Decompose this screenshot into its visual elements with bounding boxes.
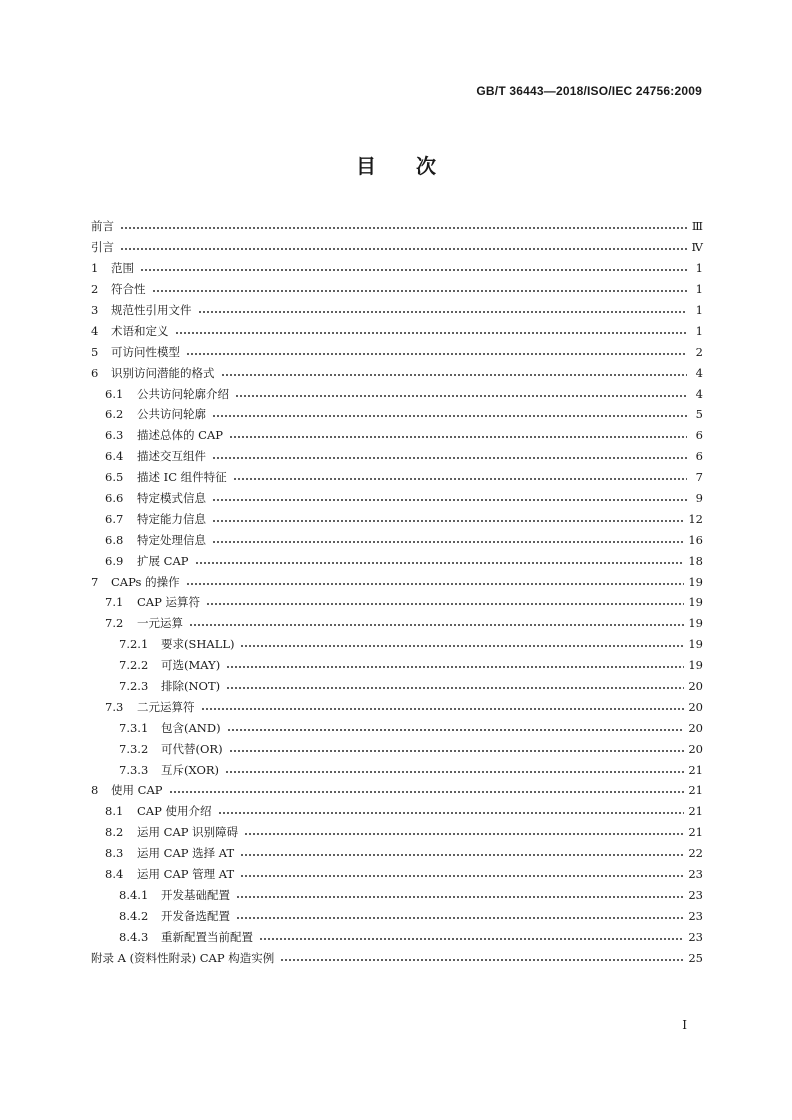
toc-entry[interactable] <box>91 300 703 321</box>
toc-entry-page: 4 <box>695 386 703 401</box>
toc-entry[interactable] <box>91 864 703 885</box>
toc-entry-label: CAP 使用介绍 <box>137 804 212 819</box>
toc-entry-number: 4 <box>91 323 99 338</box>
toc-entry[interactable] <box>91 320 703 341</box>
toc-entry[interactable] <box>91 613 703 634</box>
toc-entry-label: 特定模式信息 <box>137 491 206 506</box>
toc-entry-page: 1 <box>695 282 703 297</box>
toc-entry-number: 2 <box>91 282 99 297</box>
toc-entry-page: 5 <box>695 407 703 422</box>
toc-entry[interactable] <box>91 738 703 759</box>
toc-entry-label: 描述交互组件 <box>137 449 206 464</box>
dot-leader <box>218 806 685 816</box>
dot-leader <box>212 514 684 524</box>
toc-entry[interactable] <box>91 216 703 237</box>
dot-leader <box>140 263 687 273</box>
toc-entry-number: 8.4.2 <box>119 908 149 923</box>
toc-entry-page: Ⅲ <box>691 219 703 234</box>
toc-entry[interactable] <box>91 446 703 467</box>
toc-entry-number: 8.2 <box>105 825 124 840</box>
toc-entry[interactable] <box>91 258 703 279</box>
toc-entry-page: 23 <box>688 908 703 923</box>
toc-entry-number: 7.2.2 <box>119 658 149 673</box>
toc-entry-page: 19 <box>688 574 703 589</box>
toc-entry-page: 18 <box>688 553 703 568</box>
toc-entry-page: 19 <box>688 658 703 673</box>
toc-entry-label: 排除(NOT) <box>161 679 221 694</box>
toc-entry-number: 1 <box>91 261 99 276</box>
dot-leader <box>186 347 687 357</box>
toc-entry-page: 21 <box>688 825 703 840</box>
toc-entry[interactable] <box>91 362 703 383</box>
toc-entry-label: 识别访问潜能的格式 <box>111 365 215 380</box>
dot-leader <box>169 785 685 795</box>
dot-leader <box>221 368 688 378</box>
dot-leader <box>212 409 687 419</box>
toc-entry-page: 7 <box>695 470 703 485</box>
toc-entry-number: 6.3 <box>105 428 124 443</box>
toc-entry-number: 8.4.3 <box>119 929 149 944</box>
standard-code-header: GB/T 36443—2018/ISO/IEC 24756:2009 <box>476 84 702 98</box>
dot-leader <box>227 723 685 733</box>
dot-leader <box>212 535 684 545</box>
toc-entry-label: 符合性 <box>111 282 146 297</box>
toc-entry-label: 开发基础配置 <box>161 887 230 902</box>
toc-entry-page: 2 <box>695 344 703 359</box>
toc-entry-page: 1 <box>695 261 703 276</box>
toc-entry-number: 5 <box>91 344 99 359</box>
dot-leader <box>175 326 688 336</box>
toc-entry-page: 9 <box>695 491 703 506</box>
toc-entry[interactable] <box>91 801 703 822</box>
dot-leader <box>229 430 687 440</box>
dot-leader <box>212 451 687 461</box>
toc-entry[interactable] <box>91 655 703 676</box>
toc-entry-page: 21 <box>688 762 703 777</box>
toc-entry[interactable] <box>91 822 703 843</box>
dot-leader <box>226 660 684 670</box>
toc-entry[interactable] <box>91 947 703 968</box>
toc-entry-label: 前言 <box>91 219 114 234</box>
toc-entry-number: 8.1 <box>105 804 124 819</box>
toc-entry-page: 1 <box>695 323 703 338</box>
toc-entry-number: 6.5 <box>105 470 124 485</box>
toc-entry[interactable] <box>91 696 703 717</box>
toc-entry-number: 6.2 <box>105 407 124 422</box>
toc-entry-page: 6 <box>695 449 703 464</box>
toc-entry-label: 重新配置当前配置 <box>161 929 253 944</box>
toc-entry-number: 6.1 <box>105 386 124 401</box>
toc-entry-number: 3 <box>91 303 99 317</box>
toc-entry-page: 20 <box>688 679 703 694</box>
dot-leader <box>198 305 688 315</box>
table-of-contents <box>91 216 703 968</box>
toc-entry-page: 20 <box>688 741 703 756</box>
toc-entry[interactable] <box>91 425 703 446</box>
toc-entry-number: 6 <box>91 365 99 380</box>
dot-leader <box>280 953 684 963</box>
toc-entry-label: 包含(AND) <box>161 720 221 735</box>
toc-entry[interactable] <box>91 676 703 697</box>
dot-leader <box>233 472 687 482</box>
toc-entry[interactable] <box>91 467 703 488</box>
toc-entry-label: 描述总体的 CAP <box>137 428 223 443</box>
toc-entry-label: 特定能力信息 <box>137 511 206 526</box>
dot-leader <box>236 890 684 900</box>
dot-leader <box>206 597 684 607</box>
toc-entry[interactable] <box>91 529 703 550</box>
toc-entry[interactable] <box>91 905 703 926</box>
toc-entry-number: 7.2.1 <box>119 637 149 652</box>
toc-entry-page: 4 <box>695 365 703 380</box>
toc-entry-label: 可访问性模型 <box>111 344 180 359</box>
toc-entry[interactable] <box>91 279 703 300</box>
toc-entry[interactable] <box>91 634 703 655</box>
toc-entry-label: 使用 CAP <box>111 783 163 798</box>
toc-entry-page: 21 <box>688 783 703 798</box>
toc-entry-page: 1 <box>695 303 703 317</box>
dot-leader <box>244 827 684 837</box>
toc-entry-number: 6.4 <box>105 449 124 464</box>
toc-entry-page: 23 <box>688 887 703 902</box>
toc-entry[interactable] <box>91 780 703 801</box>
toc-entry-label: 引言 <box>91 240 114 255</box>
toc-entry-label: 扩展 CAP <box>137 553 189 568</box>
toc-entry-label: 附录 A (资料性附录) CAP 构造实例 <box>91 950 275 965</box>
toc-entry[interactable] <box>91 341 703 362</box>
toc-entry-label: CAP 运算符 <box>137 595 200 610</box>
toc-entry-number: 7.3.2 <box>119 741 149 756</box>
toc-entry-label: 可选(MAY) <box>161 658 221 673</box>
toc-entry[interactable] <box>91 843 703 864</box>
toc-entry-label: 要求(SHALL) <box>161 637 235 652</box>
toc-entry-number: 7.2 <box>105 616 124 631</box>
dot-leader <box>120 221 687 231</box>
toc-entry[interactable] <box>91 488 703 509</box>
toc-entry[interactable] <box>91 717 703 738</box>
dot-leader <box>225 765 684 775</box>
dot-leader <box>120 242 687 252</box>
toc-entry-number: 7 <box>91 574 99 589</box>
dot-leader <box>240 869 684 879</box>
toc-entry-page: 20 <box>688 720 703 735</box>
toc-entry-page: 6 <box>695 428 703 443</box>
toc-entry-number: 8.4.1 <box>119 887 149 902</box>
toc-entry-page: Ⅳ <box>691 240 703 255</box>
toc-entry-label: CAPs 的操作 <box>111 574 180 589</box>
toc-entry-label: 二元运算符 <box>137 699 195 714</box>
dot-leader <box>152 284 688 294</box>
dot-leader <box>212 493 687 503</box>
dot-leader <box>189 618 684 628</box>
toc-entry-label: 互斥(XOR) <box>161 762 220 777</box>
toc-entry-number: 8 <box>91 783 99 798</box>
toc-entry-number: 7.1 <box>105 595 124 610</box>
dot-leader <box>226 681 684 691</box>
toc-entry-page: 23 <box>688 929 703 944</box>
toc-entry-page: 12 <box>688 511 703 526</box>
toc-entry[interactable] <box>91 404 703 425</box>
dot-leader <box>235 389 687 399</box>
toc-entry-number: 6.9 <box>105 553 124 568</box>
toc-entry-page: 25 <box>688 950 703 965</box>
toc-entry-label: 运用 CAP 选择 AT <box>137 846 235 861</box>
footer-page-number: I <box>682 1018 687 1032</box>
toc-entry-page: 19 <box>688 616 703 631</box>
dot-leader <box>229 744 685 754</box>
toc-entry[interactable] <box>91 508 703 529</box>
toc-entry-page: 20 <box>688 699 703 714</box>
toc-entry-label: 术语和定义 <box>111 323 169 338</box>
toc-entry-number: 7.3.1 <box>119 720 149 735</box>
toc-entry-number: 8.4 <box>105 867 124 882</box>
dot-leader <box>201 702 685 712</box>
toc-entry-label: 公共访问轮廓 <box>137 407 206 422</box>
toc-entry[interactable] <box>91 383 703 404</box>
toc-entry-page: 19 <box>688 637 703 652</box>
toc-entry-number: 6.6 <box>105 491 124 506</box>
toc-entry[interactable] <box>91 550 703 571</box>
toc-entry-page: 16 <box>688 532 703 547</box>
toc-entry-number: 7.3 <box>105 699 124 714</box>
dot-leader <box>236 911 684 921</box>
toc-entry-page: 22 <box>688 846 703 861</box>
dot-leader <box>195 556 685 566</box>
page-title: 目次 <box>356 154 476 178</box>
toc-entry-number: 6.8 <box>105 532 124 547</box>
toc-entry-label: 描述 IC 组件特征 <box>137 470 227 485</box>
toc-entry[interactable] <box>91 237 703 258</box>
toc-entry-label: 公共访问轮廓介绍 <box>137 386 229 401</box>
toc-entry-label: 特定处理信息 <box>137 532 206 547</box>
toc-entry[interactable] <box>91 926 703 947</box>
toc-entry-number: 7.2.3 <box>119 679 149 694</box>
toc-entry-number: 6.7 <box>105 511 124 526</box>
toc-entry-label: 范围 <box>111 261 134 276</box>
toc-entry[interactable] <box>91 759 703 780</box>
dot-leader <box>186 577 685 587</box>
toc-entry[interactable] <box>91 571 703 592</box>
toc-entry-label: 运用 CAP 识别障碍 <box>137 825 239 840</box>
toc-entry-page: 23 <box>688 867 703 882</box>
toc-entry-label: 运用 CAP 管理 AT <box>137 867 235 882</box>
toc-entry-label: 一元运算 <box>137 616 183 631</box>
toc-entry-number: 7.3.3 <box>119 762 149 777</box>
dot-leader <box>240 639 684 649</box>
toc-entry-label: 可代替(OR) <box>161 741 223 756</box>
toc-entry-number: 8.3 <box>105 846 124 861</box>
toc-entry-page: 19 <box>688 595 703 610</box>
toc-entry-page: 21 <box>688 804 703 819</box>
toc-entry[interactable] <box>91 885 703 906</box>
toc-entry-label: 规范性引用文件 <box>111 303 192 317</box>
toc-entry[interactable] <box>91 592 703 613</box>
toc-entry-label: 开发备选配置 <box>161 908 230 923</box>
dot-leader <box>240 848 684 858</box>
dot-leader <box>259 932 684 942</box>
